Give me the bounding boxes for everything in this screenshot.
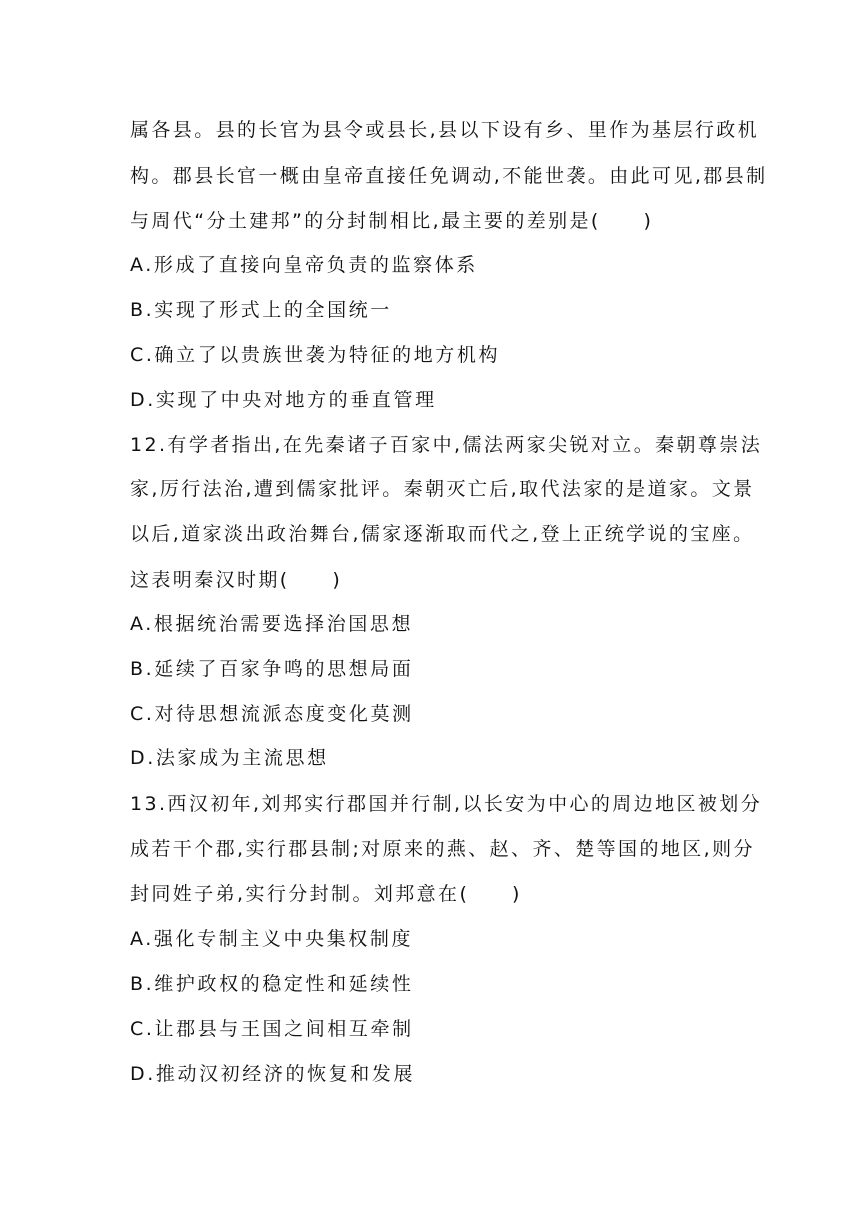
q12-stem-line-3: 以后,道家淡出政治舞台,儒家逐渐取而代之,登上正统学说的宝座。 xyxy=(130,523,755,545)
q11-option-b: B.实现了形式上的全国统一 xyxy=(130,299,392,321)
q13-option-d: D.推动汉初经济的恢复和发展 xyxy=(130,1063,416,1085)
q12-stem-line-1: 12.有学者指出,在先秦诸子百家中,儒法两家尖锐对立。秦朝尊崇法 xyxy=(130,434,763,456)
q12-stem-line-4: 这表明秦汉时期( ) xyxy=(130,569,343,591)
q12-option-d: D.法家成为主流思想 xyxy=(130,747,329,769)
q11-option-c: C.确立了以贵族世袭为特征的地方机构 xyxy=(130,344,501,366)
q12-option-c: C.对待思想流派态度变化莫测 xyxy=(130,703,414,725)
q13-option-a: A.强化专制主义中央集权制度 xyxy=(130,928,414,950)
q11-stem-line-3: 与周代“分土建邦”的分封制相比,最主要的差别是( ) xyxy=(130,210,654,232)
q12-option-a: A.根据统治需要选择治国思想 xyxy=(130,613,414,635)
q13-stem-line-2: 成若干个郡,实行郡县制;对原来的燕、赵、齐、楚等国的地区,则分 xyxy=(130,838,755,860)
q11-option-a: A.形成了直接向皇帝负责的监察体系 xyxy=(130,254,478,276)
q11-option-d: D.实现了中央对地方的垂直管理 xyxy=(130,389,437,411)
q12-option-b: B.延续了百家争鸣的思想局面 xyxy=(130,658,414,680)
q13-stem-line-1: 13.西汉初年,刘邦实行郡国并行制,以长安为中心的周边地区被划分 xyxy=(130,793,763,815)
q11-stem-line-1: 属各县。县的长官为县令或县长,县以下设有乡、里作为基层行政机 xyxy=(130,119,760,141)
q11-stem-line-2: 构。郡县长官一概由皇帝直接任免调动,不能世袭。由此可见,郡县制 xyxy=(130,165,768,187)
q12-stem-line-2: 家,厉行法治,遭到儒家批评。秦朝灭亡后,取代法家的是道家。文景 xyxy=(130,478,755,500)
q13-option-c: C.让郡县与王国之间相互牵制 xyxy=(130,1018,414,1040)
q13-stem-line-3: 封同姓子弟,实行分封制。刘邦意在( ) xyxy=(130,883,522,905)
q13-option-b: B.维护政权的稳定性和延续性 xyxy=(130,973,414,995)
